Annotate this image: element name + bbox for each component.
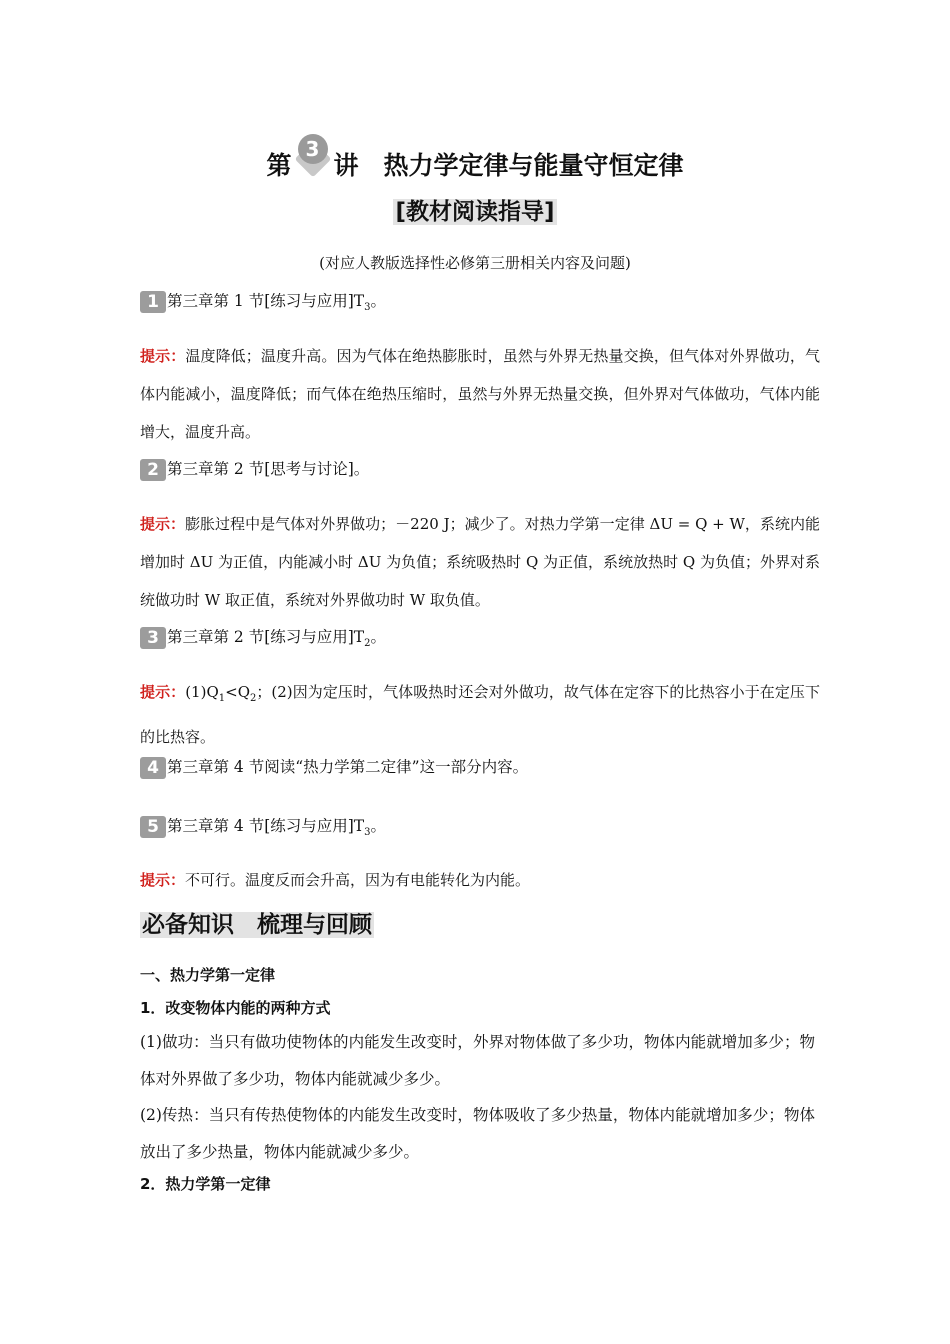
paragraph-work: (1)做功：当只有做功使物体的内能发生改变时，外界对物体做了多少功，物体内能就增加多少；物体对外界做了多少功，物体内能就减少多少。 — [140, 1033, 815, 1088]
heading-first-law: 一、热力学第一定律 — [140, 966, 276, 984]
paragraph-heat-transfer: (2)传热：当只有传热使物体的内能发生改变时，物体吸收了多少热量，物体内能就增加多少；物体放出了多少热量，物体内能就减少多少。 — [140, 1106, 815, 1161]
hint-3: 提示：$(1)Q_1<Q_2$；(2)因为定压时，气体吸热时还会对外做功，故气体在定容下的比热容小于在定压下的比热容。 — [140, 683, 820, 746]
title-prefix: 第 — [266, 151, 292, 180]
item-number-badge: 3 — [140, 627, 166, 649]
item-number-badge: 5 — [140, 816, 166, 838]
hint-label: 提示： — [140, 871, 186, 889]
item-number-badge: 4 — [140, 757, 166, 779]
reading-item-2: 2 第三章第 2 节[思考与讨论]。 — [140, 457, 369, 481]
reading-item-4: 4 第三章第 4 节阅读“热力学第二定律”这一部分内容。 — [140, 755, 528, 779]
hint-label: 提示： — [140, 515, 186, 533]
reading-item-3: 3 第三章第 2 节[练习与应用]$T_2$。 — [140, 625, 386, 656]
hint-1: 提示：温度降低；温度升高。因为气体在绝热膨胀时，虽然与外界无热量交换，但气体对外界做功，气体内能减小，温度降低；而气体在绝热压缩时，虽然与外界无热量交换，但外界对气体做功，气体内能增大，温度升高。 — [140, 347, 820, 441]
title-text: 讲 热力学定律与能量守恒定律 — [333, 151, 684, 180]
hint-label: 提示： — [140, 683, 186, 701]
item-number-badge: 1 — [140, 291, 166, 313]
item-number-badge: 2 — [140, 459, 166, 481]
section-subtitle: [教材阅读指导] — [395, 199, 555, 225]
subheading-first-law: 2．热力学第一定律 — [140, 1175, 271, 1193]
hint-5: 提示：不可行。温度反而会升高，因为有电能转化为内能。 — [140, 871, 531, 889]
source-note: (对应人教版选择性必修第三册相关内容及问题) — [319, 254, 631, 272]
subheading-ways: 1．改变物体内能的两种方式 — [140, 999, 331, 1017]
hint-label: 提示： — [140, 347, 186, 365]
lesson-number: 3 — [298, 134, 328, 164]
section-title: 必备知识 梳理与回顾 — [142, 912, 372, 938]
reading-item-5: 5 第三章第 4 节[练习与应用]$T_3$。 — [140, 814, 386, 845]
lesson-number-badge — [294, 137, 332, 178]
hint-2: 提示：膨胀过程中是气体对外界做功；－220 J；减少了。对热力学第一定律 ΔU = Q + W，系统内能增加时 ΔU 为正值，内能减小时 ΔU 为负值；系统吸热时 Q 为正值，系统放热时 Q 为负值；外界对系统做功时 W 取正值，系统对外界做功时 W 取负值。 — [140, 515, 820, 609]
lesson-title — [0, 137, 950, 186]
reading-item-1: 1 第三章第 1 节[练习与应用]$T_3$。 — [140, 289, 386, 320]
